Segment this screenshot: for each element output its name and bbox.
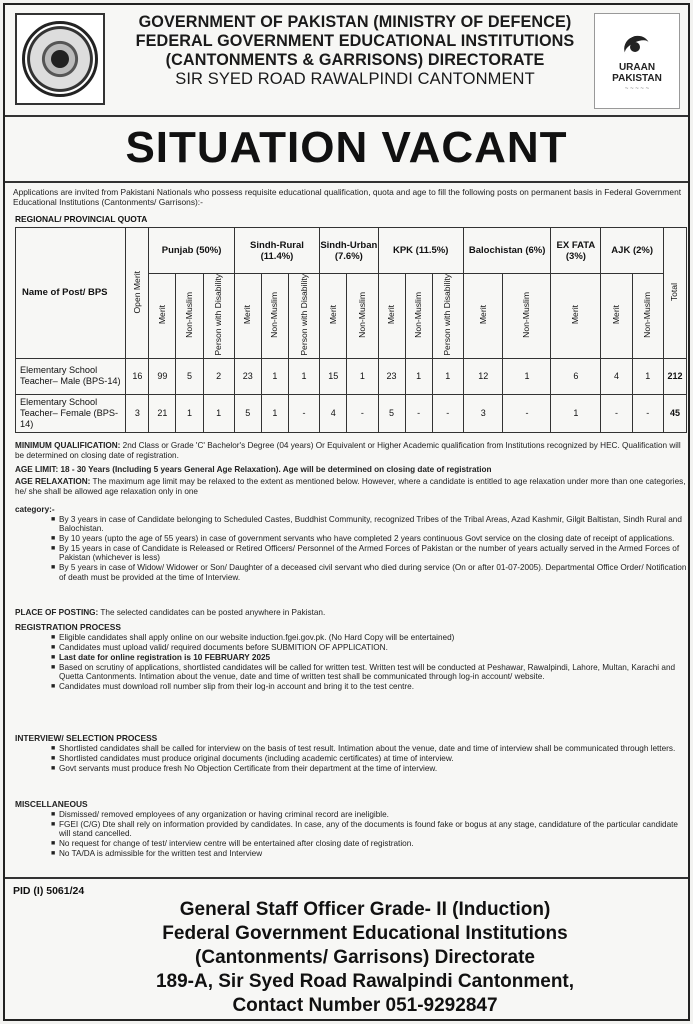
sub-header [347, 274, 378, 359]
sub-header-label: Merit [156, 305, 167, 325]
sub-header-label: Person with Disability [298, 274, 309, 356]
list-item-text: No TA/DA is admissible for the written test and Interview [59, 848, 263, 858]
list-item [51, 544, 687, 563]
list-item-text: Shortlisted candidates must produce original documents (including academic certificates) at time of interview. [59, 753, 454, 763]
list-item [51, 682, 687, 692]
bullet-icon: ■ [51, 754, 56, 762]
posting-text: The selected candidates can be posted anywhere in Pakistan. [100, 608, 326, 617]
post-name-cell: Elementary School Teacher– Female (BPS-14) [16, 394, 126, 432]
sub-header [288, 274, 319, 359]
list-item [51, 754, 687, 764]
sub-header [432, 274, 463, 359]
bullet-icon: ■ [51, 663, 56, 671]
list-item [51, 633, 687, 643]
table-cell: 1 [551, 394, 601, 432]
list-item-text: Last date for online registration is 10 FEBRUARY 2025 [59, 652, 271, 662]
sub-header-label: Non-Muslim [413, 291, 424, 338]
list-item [51, 764, 687, 774]
list-item-text: By 15 years in case of Candidate is Released or Retired Officers/ Personnel of the Armed Forces of Pakistan or the number of years actually served in the Armed Forces of Pakistan (whichever is less) [59, 543, 680, 563]
bullet-icon: ■ [51, 563, 56, 571]
footer-line-3: (Cantonments/ Garrisons) Directorate [195, 947, 535, 968]
sub-header [463, 274, 503, 359]
list-item [51, 810, 687, 820]
place-of-posting [15, 608, 687, 618]
sub-header-label: Merit [477, 305, 488, 325]
posting-label: PLACE OF POSTING: [15, 608, 99, 617]
list-item [51, 534, 687, 544]
header-text [115, 13, 595, 89]
registration-section [15, 623, 687, 692]
footer-line-4: 189-A, Sir Syed Road Rawalpindi Cantonment, [155, 971, 575, 992]
bullet-icon: ■ [51, 534, 56, 542]
category-label: category:- [15, 505, 55, 514]
table-cell: 1 [261, 358, 288, 394]
interview-section [15, 734, 687, 774]
header-divider [5, 115, 688, 117]
list-item-text: By 10 years (upto the age of 55 years) in case of government servants who have completed 2 years continuous Govt service on the closing date of receipt of applications. [59, 533, 675, 543]
sub-header [601, 274, 632, 359]
footer-contact [95, 898, 635, 1018]
min-qualification-label: MINIMUM QUALIFICATION: [15, 441, 121, 450]
pid-number: PID (I) 5061/24 [13, 885, 85, 897]
table-cell: 1 [261, 394, 288, 432]
age-relaxation-label: AGE RELAXATION: [15, 477, 91, 486]
bullet-icon: ■ [51, 820, 56, 828]
category-section [15, 505, 687, 582]
group-balochistan: Balochistan (6%) [463, 228, 551, 274]
table-cell: 6 [551, 358, 601, 394]
fgei-seal-icon [22, 21, 98, 97]
sub-header [176, 274, 203, 359]
table-cell: 1 [203, 394, 234, 432]
sub-header [378, 274, 405, 359]
table-row [16, 358, 687, 394]
table-cell: - [503, 394, 551, 432]
table-cell: 1 [632, 358, 663, 394]
vacancy-table [15, 227, 687, 433]
table-cell: - [405, 394, 432, 432]
total-header [663, 228, 686, 359]
bullet-icon: ■ [51, 849, 56, 857]
table-cell: 3 [126, 394, 149, 432]
sub-header [261, 274, 288, 359]
sub-header-label: Non-Muslim [183, 291, 194, 338]
bullet-icon: ■ [51, 682, 56, 690]
table-cell: 4 [320, 394, 347, 432]
header-line-2: FEDERAL GOVERNMENT EDUCATIONAL INSTITUTIONS [135, 32, 575, 50]
table-cell: 21 [149, 394, 176, 432]
list-item [51, 849, 687, 859]
list-item-text: Eligible candidates shall apply online on our website induction.fgei.gov.pk. (No Hard Copy will be entertained) [59, 632, 455, 642]
bullet-icon: ■ [51, 643, 56, 651]
table-cell: 5 [378, 394, 405, 432]
total-label: Total [669, 282, 680, 301]
header-line-1: GOVERNMENT OF PAKISTAN (MINISTRY OF DEFENCE) [138, 13, 572, 31]
table-cell: 1 [503, 358, 551, 394]
table-cell: 15 [320, 358, 347, 394]
uraan-pakistan-logo [594, 13, 680, 109]
age-limit [15, 465, 687, 475]
table-cell: 2 [203, 358, 234, 394]
table-cell: - [601, 394, 632, 432]
bullet-icon: ■ [51, 839, 56, 847]
table-cell: 1 [405, 358, 432, 394]
age-limit-label: AGE LIMIT: [15, 465, 59, 474]
group-sindh-rural: Sindh-Rural (11.4%) [234, 228, 319, 274]
table-cell: - [632, 394, 663, 432]
table-cell: 12 [463, 358, 503, 394]
sub-header [203, 274, 234, 359]
age-relaxation [15, 477, 687, 496]
open-merit-label: Open Merit [131, 270, 142, 314]
bullet-icon: ■ [51, 810, 56, 818]
sub-header [320, 274, 347, 359]
sub-header-label: Person with Disability [213, 274, 224, 356]
table-cell: 5 [176, 358, 203, 394]
uraan-urdu-icon: ~ ~ ~ ~ ~ [624, 86, 650, 92]
header-line-4: SIR SYED ROAD RAWALPINDI CANTONMENT [175, 70, 535, 88]
sub-header [149, 274, 176, 359]
list-item-text: FGEI (C/G) Dte shall rely on information provided by candidates. In case, any of the documents is found fake or bogus at any stage, candidature of the particular candidate will stand cancelled. [59, 819, 678, 839]
age-relaxation-text: The maximum age limit may be relaxed to the extent as mentioned below. However, where a candidate is entitled to age relaxation under more than one categories, he/ she shall be allowed age relaxation only in one [15, 477, 686, 496]
sub-header-label: Non-Muslim [269, 291, 280, 338]
table-row [16, 394, 687, 432]
table-cell: 1 [288, 358, 319, 394]
sub-header-label: Non-Muslim [642, 291, 653, 338]
group-ajk: AJK (2%) [601, 228, 664, 274]
title-divider [5, 181, 688, 183]
total-cell: 45 [663, 394, 686, 432]
list-item-text: Candidates must upload valid/ required documents before SUBMITION OF APPLICATION. [59, 642, 388, 652]
sub-header-label: Merit [242, 305, 253, 325]
group-kpk: KPK (11.5%) [378, 228, 463, 274]
page-title: SITUATION VACANT [125, 123, 568, 172]
sub-header-label: Merit [327, 305, 338, 325]
table-cell: 5 [234, 394, 261, 432]
sub-header-label: Merit [611, 305, 622, 325]
bullet-icon: ■ [51, 544, 56, 552]
header [5, 5, 688, 115]
list-item [51, 515, 687, 534]
list-item [51, 563, 687, 582]
group-sindh-urban: Sindh-Urban (7.6%) [320, 228, 378, 274]
interview-label: INTERVIEW/ SELECTION PROCESS [15, 733, 158, 743]
list-item-text: Shortlisted candidates shall be called for interview on the basis of test result. Intimation about the venue, date and time of interview shall be communicated through letters. [59, 743, 676, 753]
footer-line-5: Contact Number 051-9292847 [232, 995, 498, 1016]
table-cell: - [432, 394, 463, 432]
name-of-post-header: Name of Post/ BPS [16, 228, 126, 359]
bullet-icon: ■ [51, 633, 56, 641]
sub-header-label: Non-Muslim [356, 291, 367, 338]
list-item-text: Dismissed/ removed employees of any organization or having criminal record are ineligible. [59, 809, 389, 819]
table-cell: 23 [378, 358, 405, 394]
age-limit-text: 18 - 30 Years (Including 5 years General Age Relaxation). Age will be determined on closing date of registration [60, 465, 492, 474]
footer-line-2: Federal Government Educational Institutions [162, 923, 568, 944]
post-name-cell: Elementary School Teacher– Male (BPS-14) [16, 358, 126, 394]
misc-label: MISCELLANEOUS [15, 799, 88, 809]
sub-header [551, 274, 601, 359]
fgei-logo [15, 13, 105, 105]
bullet-icon: ■ [51, 764, 56, 772]
list-item-text: By 5 years in case of Widow/ Widower or Son/ Daughter of a deceased civil servant who died during service (On or after 01-07-2005). Departmental Office Order/ Notification of death must be provided at the time of Interview. [59, 562, 687, 582]
min-qualification-text: 2nd Class or Grade 'C' Bachelor's Degree (04 years) Or Equivalent or Higher Academic qualification from Institutions recognized by HEC. Qualification will be determined on closing date of registration. [15, 441, 681, 460]
header-line-3: (CANTONMENTS & GARRISONS) DIRECTORATE [165, 51, 545, 69]
list-item [51, 820, 687, 839]
footer-line-1: General Staff Officer Grade- II (Induction) [179, 899, 551, 920]
intro-text: Applications are invited from Pakistani Nationals who possess requisite educational qualification, quota and age to fill the following posts on permanent basis in Federal Government Educational Institutions (Cantonments/ Garrisons):- [13, 187, 682, 207]
list-item [51, 663, 687, 682]
list-item-text: Candidates must download roll number slip from their log-in account and bring it to the test centre. [59, 681, 414, 691]
table-cell: 1 [432, 358, 463, 394]
uraan-text-1: URAAN [618, 62, 656, 73]
table-cell: 4 [601, 358, 632, 394]
list-item-text: Based on scrutiny of applications, shortlisted candidates will be called for written test. Written test will be conducted at Peshawar, Rawalpindi, Lahore, Multan, Karachi and Quetta Cantonments. Intimation about the venue, date and time of written test shall be communicated through log-in account/ website. [59, 662, 676, 682]
table-cell: 99 [149, 358, 176, 394]
advertisement-page [3, 3, 690, 1021]
sub-header-label: Merit [386, 305, 397, 325]
table-cell: 23 [234, 358, 261, 394]
list-item-text: No request for change of test/ interview centre will be entertained after closing date of registration. [59, 838, 414, 848]
table-cell: - [347, 394, 378, 432]
table-cell: 3 [463, 394, 503, 432]
list-item [51, 643, 687, 653]
sub-header [632, 274, 663, 359]
open-merit-header [126, 228, 149, 359]
sub-header-label: Non-Muslim [521, 291, 532, 338]
bullet-icon: ■ [51, 653, 56, 661]
bullet-icon: ■ [51, 744, 56, 752]
uraan-bird-icon [620, 32, 654, 58]
list-item [51, 653, 687, 663]
table-cell: - [288, 394, 319, 432]
bullet-icon: ■ [51, 515, 56, 523]
uraan-text-2: PAKISTAN [612, 73, 662, 84]
registration-label: REGISTRATION PROCESS [15, 622, 121, 632]
sub-header [405, 274, 432, 359]
sub-header-label: Merit [570, 305, 581, 325]
list-item [51, 744, 687, 754]
sub-header [234, 274, 261, 359]
min-qualification [15, 441, 687, 460]
list-item [51, 839, 687, 849]
table-cell: 16 [126, 358, 149, 394]
table-cell: 1 [347, 358, 378, 394]
sub-header [503, 274, 551, 359]
list-item-text: By 3 years in case of Candidate belonging to Scheduled Castes, Buddhist Community, recognized Tribes of the Tribal Areas, Azad Kashmir, Gilgit Baltistan, Sindh Rural and Balochistan. [59, 514, 682, 534]
total-cell: 212 [663, 358, 686, 394]
misc-section [15, 800, 687, 859]
footer-divider [5, 877, 688, 879]
list-item-text: Govt servants must produce fresh No Objection Certificate from their department at the time of interview. [59, 763, 438, 773]
quota-label: REGIONAL/ PROVINCIAL QUOTA [15, 214, 148, 224]
group-punjab: Punjab (50%) [149, 228, 234, 274]
table-cell: 1 [176, 394, 203, 432]
sub-header-label: Person with Disability [442, 274, 453, 356]
group-ex-fata: EX FATA (3%) [551, 228, 601, 274]
